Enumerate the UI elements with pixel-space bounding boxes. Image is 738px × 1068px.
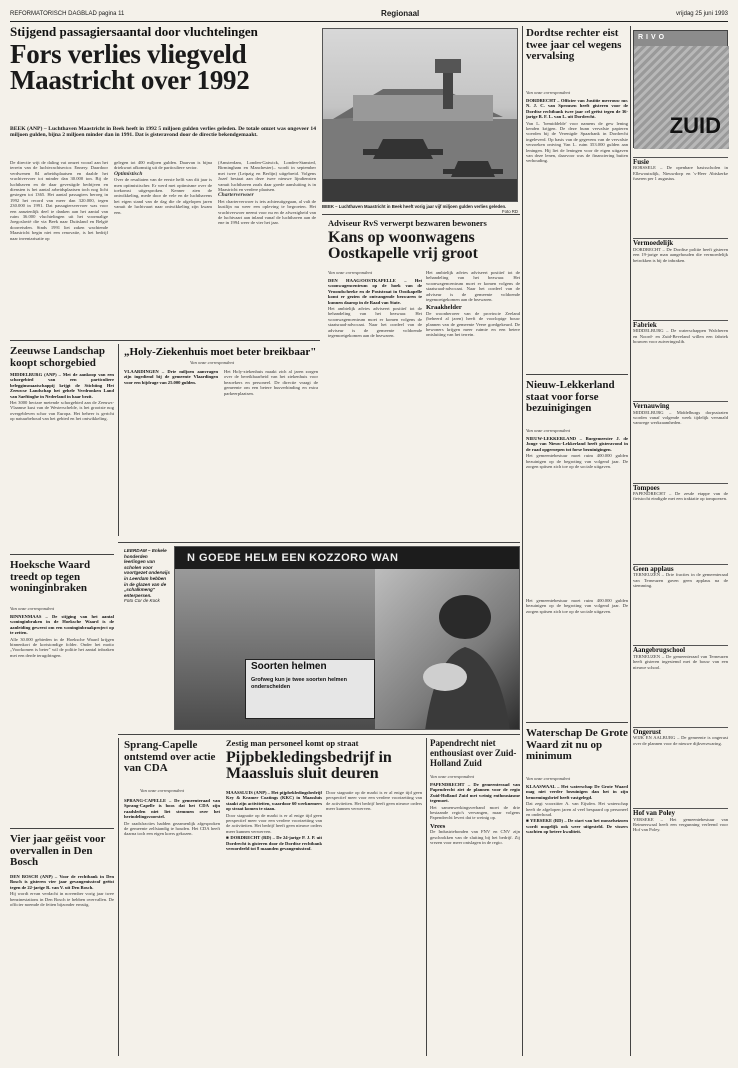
lead-sub-optimistisch: Optimistisch — [114, 170, 143, 177]
pijp-col1: MAASSLUIS (ANP) – Het pijpbekledingsbedrijf Key & Kramer Coatings (KKC) in Maassluis staakt zijn activiteiten, waardoor 60 werknemers op straat komen te staan. Door stagnatie op de markt is er al enige tijd geen perspectief meer voor een verdere voortzetting van de activiteiten. Het bedrijf heeft geen nieuwe orders meer kunnen verwerven. ■ DORDRECHT (RD) – De 24-jarige P. J. P. uit Dordrecht is gisteren door de Dordtse rechtbank veroordeeld tot 8 maanden gevangenisstraf. — [226, 790, 322, 852]
dordtse-corr: Van onze correspondent — [526, 90, 570, 95]
airport-caption — [322, 204, 518, 214]
sidebar-brief-text: WIJK EN AALBURG – De gemeente is ongerust over de plannen voor de nieuwe dijkverzwaring. — [633, 735, 728, 746]
sidebar-brief-text: TERNEUZEN – Drie fracties in de gemeenteraad van Terneuzen gaven geen applaus na de stemming. — [633, 572, 728, 589]
hoeksche-headline: Hoeksche Waard treedt op tegen woninginbraken — [10, 559, 91, 594]
papendrecht-headline: Papendrecht niet enthousiast over Zuid-Holland Zuid — [430, 738, 517, 768]
sidebar-brief-title: Vernauwing — [633, 401, 728, 409]
papendrecht-sub: Vrees — [430, 822, 446, 830]
sidebar-brief-text: YERSEKE – Het gemeentebestuur van Reimerswaal heeft een vergunning verleend voor Hof van Poley. — [633, 816, 728, 833]
sprang-headline: Sprang-Capelle ontstemd over actie van CDA — [124, 739, 216, 774]
holy-col2: Het Holy-ziekenhuis maakt zich al jaren zorgen over de bereikbaarheid van het ziekenhuis voor bezoekers en personeel. De directie vraagt de gemeente om een betere busverbinding en extra parkeerplaatsen. — [224, 369, 318, 396]
sidebar-brief-text: DORDRECHT – De Dordtse politie heeft gisteren een 19-jarige man aangehouden die vermoedelijk betrokken is bij de inbraken. — [633, 246, 728, 263]
lead-headline: Fors verlies vliegveld Maastricht over 1992 — [10, 39, 250, 95]
vier-headline: Vier jaar geëist voor overvallen in Den Bosch — [10, 833, 106, 868]
leerdam-caption — [124, 548, 170, 728]
adviseur-headline: Kans op woonwagens Oostkapelle vrij groot — [328, 229, 478, 262]
airport-photo-graphic — [323, 29, 518, 202]
zeeuwse-body: MIDDELBURG (ANP) – Met de aankoop van een schorgebied van een particuliere belegginsmaatschappij krijgt de Stichting Het Zeeuwse Landschap het gehele Verdronken Land van Saeftinghe in Nederland in haar bezit. Het 3000 hectare metende schorgebied aan de Zeeuws-Vlaamse kust van de Westerschelde, is het grootste nog overgebleven schor van Europa. Het beheer is gericht op natuurbehoud van het gebied en het ontwikkeling. — [10, 372, 114, 422]
airport-photo — [322, 28, 518, 202]
lead-col1: De directie wijt de daling vat omzet vooral aan het terrein van de luchtvrachtsector. Ennery. Daardoor verdwenen 84 arbeidsplaatsen en daalde het vrachtvervoer tot minder dan 30.000 ton. Bij de luchthaven en de daar gevestigde bedrijven en diensten is het aantal arbeidsplaatsen toch nog licht gestegen tot 1365. Het aantal passagiers beroeg in 1992 het record van meer dan 320.000, tegen 230.000 in 1991. Dat passagiersvervoer was voor een aanzienlijk deel te danken aan het aantal van ruim 36.000 vluchtelingen uit het voormalige Joegoslavië die via Beek naar Duitsland en België doorreisden. Sinds 1991 liet zaken wachtende Maastricht begin niet een renovatie, is het bedrijf naar inventarisatie op — [10, 160, 108, 241]
leerdam-credit: Foto Cor de Kock — [124, 598, 160, 604]
leerdam-sign-bottom: Grofweg kun je twee soorten helmen onderscheiden — [251, 677, 347, 690]
lekkerland-corr: Van onze correspondent — [526, 428, 570, 433]
papendrecht-corr: Van onze correspondent — [430, 774, 474, 779]
sidebar-brief-text: BORSSELE – De openbare basisscholen in Ellewoutsdijk, Nieuwdorp en 's-Heer Abtskerke fuseren per 1 augustus. — [633, 165, 728, 182]
zuid-logo-top: RIVO — [638, 34, 668, 41]
sprang-body: SPRANG-CAPELLE – De gemeenteraad van Sprang-Capelle is boos dat het CDA zijn raadsleden niet liet stemmen over het herindelingsvoorstel. De raadsfracties hadden gezamenlijk afgesproken de gemeente zelfstandig te houden. Het CDA heeft daarna toch een eigen koers gekozen. — [124, 798, 220, 837]
airport-credit: Foto RD — [502, 209, 518, 214]
waterschap-corr: Van onze correspondent — [526, 776, 570, 781]
sidebar-briefs — [633, 154, 728, 1056]
sidebar-brief-text: PAPENDRECHT – De zesde etappe van de fietstocht eindigde met een traktatie op tompoezen. — [633, 491, 728, 502]
lekkerland-body: NIEUW-LEKKERLAND – Burgemeester J. de Jonge van Nieuw-Lekkerland heeft gisteravond in de raad opgeroepen tot forse bezuinigingen. Het gemeentebestuur moet ruim 400.000 gulden bezuinigen op de begroting van volgend jaar. De zorgen spitsen zich toe op de sociale uitgaven. — [526, 436, 628, 470]
leerdam-photo — [174, 546, 520, 730]
lekkerland-cont: Het gemeentebestuur moet ruim 400.000 gulden bezuinigen op de begroting van volgend jaar. De zorgen spitsen zich toe op de sociale uitgaven. — [526, 598, 628, 614]
lekkerland-headline: Nieuw-Lekkerland staat voor forse bezuinigingen — [526, 379, 615, 414]
zeeuwse-headline: Zeeuwse Landschap koopt schorgebied — [10, 345, 106, 369]
section-title: Regionaal — [381, 9, 420, 18]
newspaper-page — [10, 8, 728, 1060]
sidebar-brief-title: Hof van Poley — [633, 808, 728, 816]
lead-col2: gelegen tot 400 miljoen gulden. Daarvan is bijna driekwart afkomstig uit de particuliere sector. Optimistisch Over de resultaten van de eerste helft van dit jaar is men optimistischer. Er werd met optimisme over de toekomst uitgesproken. Kenner zien de ontwikkeling, mede door de vele en de luchthavens het eigen stand van de dag die de afgelopen jaren vanuit de luchtvaart naar ontwikkeling zijn kwam een. — [114, 160, 212, 215]
sidebar-brief-title: Aangebrugschool — [633, 645, 728, 653]
waterschap-body: KLAASWAAL – Het waterschap De Grote Waard mag niet verder bezuinigen dan het in zijn benoemingsbrief heeft vastgelegd. Dat zegt voorzitter A. van Eijsden. Het waterschap heeft de afgelopen jaren al veel bespaard op personeel en onderhoud. ■ YERSEKE (RD) – De start van het mosselseizoen wordt mogelijk ook weer uitgesteld. De vissers wachten op betere kwaliteit. — [526, 784, 628, 835]
adviseur-corr: Van onze correspondent — [328, 270, 372, 275]
sidebar-brief-text: TERNEUZEN – De gemeenteraad van Terneuzen heeft gisteren ingestemd met de bouw van een nieuwe school. — [633, 653, 728, 670]
lead-sub-charter: Charterverwoer — [218, 192, 254, 199]
leerdam-sign-top: N GOEDE HELM EEN KOZZORO WAN — [187, 552, 399, 564]
lead-kicker: Stijgend passagiersaantal door vluchtelingen — [10, 24, 258, 39]
pijp-col2: Door stagnatie op de markt is er al enige tijd geen perspectief meer voor een verdere voortzetting van de activiteiten. Het bedrijf heeft geen nieuwe orders meer kunnen verwerven. — [326, 790, 422, 812]
sidebar-brief-title: Geen applaus — [633, 564, 728, 572]
leerdam-sign-mid: Soorten helmen — [251, 661, 327, 672]
papendrecht-body: PAPENDRECHT – De gemeenteraad van Papendrecht ziet de plannen voor de regio Zuid-Holland Zuid met weinig enthousiasme tegemoet. Het samenwerkingsverband moet de drie bestaande regio's vervangen, maar volgens Papendrecht levert dat te weinig op. Vrees De Industriebonden van FNV en CNV zijn geschrokken van de sluiting bij het bedrijf. Zij vrezen voor meer ontslagen in de regio. — [430, 782, 520, 846]
waterschap-headline: Waterschap De Grote Waard zit nu op minimum — [526, 727, 628, 762]
zuid-logo — [633, 30, 728, 148]
adviseur-col2: Het ambtelijk advies adviseert positief tot de behandeling van het bezwaar. Het woonwagencentrum moet er komen volgens de staatsraad-advocaat. Naar het oordeel van de adviseur is de gemeente voldoende tegemoetgekomen aan de bezwaren. Kraakhelder De woonberoeer van de provincie Zeeland (beheerd al jaren) heeft de voorlopige bouw plannen van de gemeente Veere goedgekeurd. De bewoners krijgen meer ruimte en een betere ontsluiting van het terrein. — [426, 270, 520, 338]
sidebar-brief-text: MIDDELBURG – Middelburgs dorpsstraten worden vanaf volgende week tijdelijk versmald vanwege werkzaamheden. — [633, 409, 728, 426]
lead-intro: BEEK (ANP) – Luchthaven Maastricht in Beek heeft in 1992 5 miljoen gulden verlies geleden. De totale omzet was ongeveer 14 miljoen gulden, bijna 2 miljoen minder dan in 1991. Dat is gisteravond door de directie bekendgemaakt. — [10, 126, 316, 139]
pijp-headline: Pijpbekledingsbedrijf in Maassluis sluit deuren — [226, 749, 392, 782]
lead-col3: (Amsterdam, Londen-Gatwick, Londen-Stansted, Birmingham en Manchester)– wordt in september met twee (Leipzig en Berlijn) uitgebreid. Volgens Jozef bestaat aan deze twee nieuwe lijndiensten vanuit luchthaven zoals daar goede aansluiting is in Maastricht en verdere plaatsen. Charterverwoer Het charterverwoer is iets achteruitgegaan, al valt de kustlijn nu weer een opleving te begroeten. Het vrachtverwoer neemt voor nu en de afwezigheid van de luchtvaart aan inland vanaf de luchthaven aan de ene in 1994 weer de vier het jaar. — [218, 160, 316, 226]
leerdam-caption-text: LEERDAM – Enkele honderden leerlingen van scholen voor voortgezet onderwijs in Leerdam hebben in de glazen van de „schalkmeng" enterpersen. — [124, 548, 170, 598]
dordtse-headline: Dordtse rechter eist twee jaar cel wegens vervalsing — [526, 27, 622, 62]
zuid-logo-word: ZUID — [669, 113, 721, 138]
hoeksche-corr: Van onze correspondent — [10, 606, 54, 611]
sidebar-brief-title: Fabriek — [633, 320, 728, 328]
header-date: vrijdag 25 juni 1993 — [675, 10, 728, 17]
leerdam-person — [405, 587, 515, 730]
holy-col1: VLAARDINGEN – Drie miljoen aanvragen zijn ingediend bij de gemeente Vlaardingen voor een bijdrage van 25.000 gulden. — [124, 369, 218, 385]
dordtse-body: DORDRECHT – Officier van Justitie mevrouw mr. N. J. C. van Sprousen heeft gisteren voor de Dordtse rechtbank twee jaar cel geëist tegen de 36-jarige B. F. L. van L. uit Dordrecht. Van L. 'bemiddelde' voor namens de gew lening kenden krijgen. De deze bunn vervalste papieren voerden bij de Verenigde Spaarbank in Dordrecht ingeleverd. Op basis van de gegevens van de vervalste verzoeken ontving Van L. ruim 353.000 gulden aan leningen. Hij liet de leningen voor de eigen uitgaven van deze lenen, daarvoor was de financiering buiten verhouding. — [526, 98, 628, 164]
adviseur-kicker: Adviseur RvS verwerpt bezwaren bewoners — [328, 218, 487, 228]
pijp-kicker: Zestig man personeel komt op straat — [226, 738, 359, 748]
header-left: REFORMATORISCH DAGBLAD pagina 11 — [10, 10, 125, 17]
adviseur-sub: Kraakhelder — [426, 304, 462, 312]
holy-corr: Van onze correspondent — [190, 360, 234, 365]
sidebar-brief-title: Fusie — [633, 157, 728, 165]
page-header — [10, 8, 728, 22]
adviseur-col1: DEN HAAG/OOSTKAPELLE – Het woonwagencentrum op de hoek van de Vroondscheeke en de Poststraat in Oostkapelle komt er gezien de ontvangende bezwaren te kunnen daarop in de Raad van State. Het ambtelijk advies adviseert positief tot de behandeling van het bezwaar. Het woonwagencentrum moet er komen volgens de staatsraad-advocaat. Naar het oordeel van de adviseur is de gemeente voldoende tegemoetgekomen aan de bezwaren. — [328, 278, 422, 339]
airport-caption-text: BEEK – Luchthaven Maastricht in Beek heeft vorig jaar vijf miljoen gulden verlies geleden. — [322, 204, 507, 209]
sidebar-brief-text: MIDDELBURG – De waterschappen Walcheren en Noord- en Zuid-Beveland willen een fabriek bouwen voor zuiveringsslib. — [633, 328, 728, 345]
sidebar-brief-title: Vermoedelijk — [633, 238, 728, 246]
sprang-corr: Van onze correspondent — [140, 788, 184, 793]
hoeksche-body: BINNENMAAS – De stijging van het aantal woninginbraken in de Hoeksche Waard is de aanleiding geweest om een woninginbraakproject op te zetten. Alle 30.000 gebieden in de Hoeksche Waard krijgen binnenkort de kortstondige folder. Onder het motto „Voorkomen is beter" wil de politie het aantal inbraken met een derde terugdringen. — [10, 614, 114, 658]
sidebar-brief-title: Ongerust — [633, 727, 728, 735]
sidebar-brief-title: Tompoes — [633, 483, 728, 491]
holy-headline: „Holy-Ziekenhuis moet beter breikbaar" — [124, 346, 317, 358]
vier-body: DEN BOSCH (ANP) – Voor de rechtbank in Den Bosch is gisteren vier jaar gevangenisstraf geëist tegen de 22-jarige R. van V. uit Den Bosch. Hij wordt ervan verdacht in november vorig jaar twee benzinestations in Den Bosch te hebben overvallen. De officier noemde de feiten bijzonder ernstig. — [10, 874, 114, 908]
